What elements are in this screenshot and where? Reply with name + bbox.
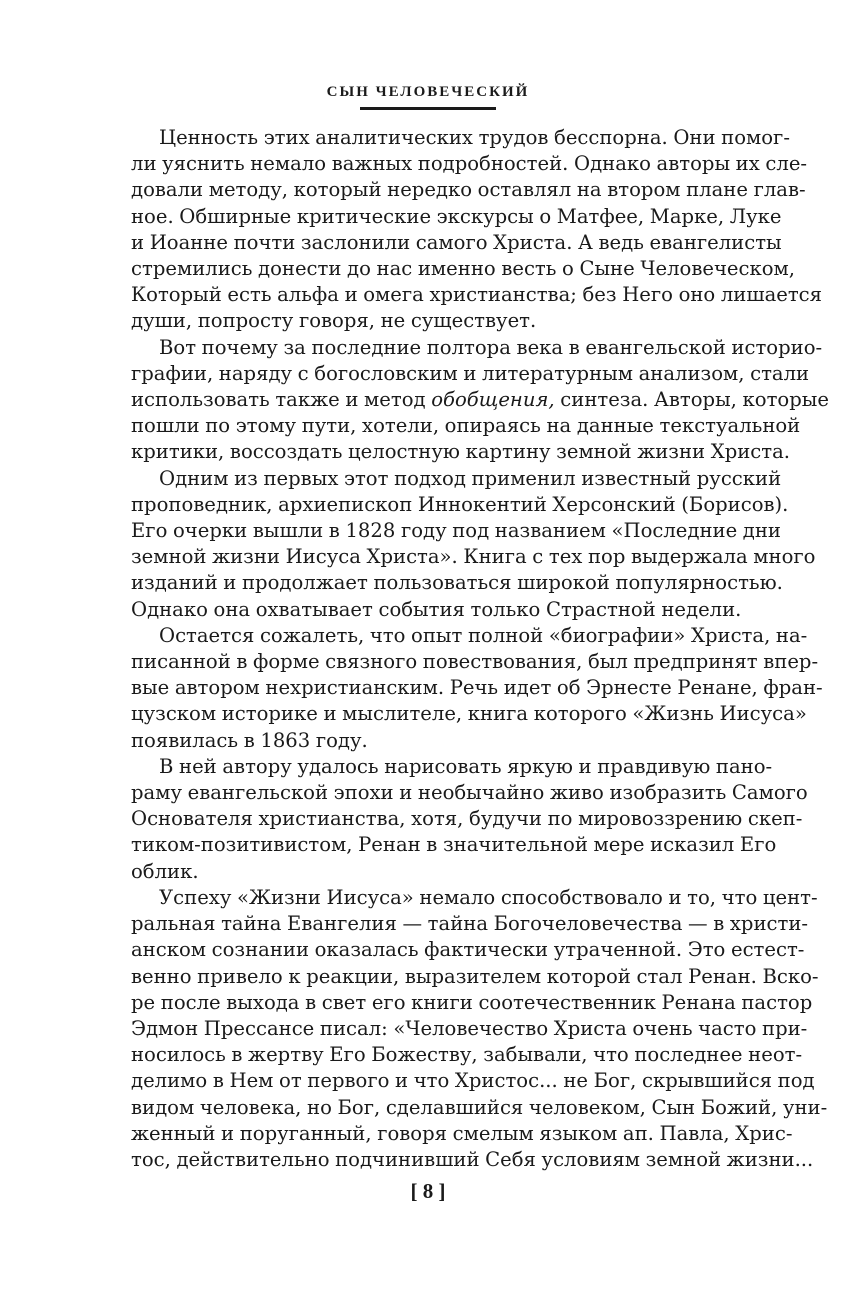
text-line: Вот почему за последние полтора века в евангельской историо- [159,335,823,359]
paragraph-4 [131,623,823,754]
text-segment: использовать также и метод [131,388,432,412]
text-line: земной жизни Иисуса Христа». Книга с тех пор выдержала много [131,545,816,569]
text-segment: синтеза. Авторы, которые [554,388,829,412]
running-header [0,84,856,110]
paragraph-1 [131,125,823,335]
book-title: СЫН ЧЕЛОВЕЧЕСКИЙ [326,84,530,100]
text-line: и Иоанне почти заслонили самого Христа. А ведь евангелисты [131,230,782,254]
text-line: ральная тайна Евангелия — тайна Богочеловечества — в христи- [131,912,809,936]
text-line: венно привело к реакции, выразителем которой стал Ренан. Вско- [131,964,819,988]
text-line: критики, воссоздать целостную картину земной жизни Христа. [131,440,791,464]
text-line: души, попросту говоря, не существует. [131,309,537,333]
text-line: женный и поруганный, говоря смелым языком ап. Павла, Хрис- [131,1121,793,1145]
text-line: В ней автору удалось нарисовать яркую и правдивую пано- [159,754,773,778]
text-line: тос, действительно подчинивший Себя условиям земной жизни... [131,1147,814,1171]
text-line: носилось в жертву Его Божеству, забывали, что последнее неот- [131,1043,803,1067]
text-line: ре после выхода в свет его книги соотечественник Ренана пастор [131,990,813,1014]
text-line: писанной в форме связного повествования, был предпринят впер- [131,650,819,674]
italic-term: обобщения, [431,388,555,412]
body-text [131,125,829,1173]
text-line: анском сознании оказалась фактически утраченной. Это естест- [131,938,805,962]
text-line: изданий и продолжает пользоваться широкой популярностью. [131,571,783,595]
text-line-mixed [131,387,829,413]
paragraph-2 [131,335,829,466]
text-line: ли уяснить немало важных подробностей. Однако авторы их сле- [131,152,808,176]
text-line: раму евангельской эпохи и необычайно живо изобразить Самого [131,781,808,805]
text-line: видом человека, но Бог, сделавшийся человеком, Сын Божий, уни- [131,1095,828,1119]
text-line: графии, наряду с богословским и литературным анализом, стали [131,361,810,385]
text-line: тиком-позитивистом, Ренан в значительной мере исказил Его [131,833,777,857]
text-line: Эдмон Прессансе писал: «Человечество Христа очень часто при- [131,1016,808,1040]
text-line: Остается сожалеть, что опыт полной «биографии» Христа, на- [159,623,808,647]
text-line: пошли по этому пути, хотели, опираясь на данные текстуальной [131,414,801,438]
text-line: Однако она охватывает события только Страстной недели. [131,597,742,621]
text-line: ное. Обширные критические экскурсы о Матфее, Марке, Луке [131,204,782,228]
text-line: цузском историке и мыслителе, книга которого «Жизнь Иисуса» [131,702,807,726]
text-line: Основателя христианства, хотя, будучи по мировоззрению скеп- [131,807,803,831]
text-line: делимо в Нем от первого и что Христос... не Бог, скрывшийся под [131,1069,815,1093]
header-rule [360,107,496,110]
text-line: Его очерки вышли в 1828 году под названием «Последние дни [131,519,781,543]
paragraph-5 [131,754,808,885]
text-line: облик. [131,859,199,883]
text-line: довали методу, который нередко оставлял на втором плане глав- [131,178,806,202]
text-line: появилась в 1863 году. [131,728,368,752]
text-line: Успеху «Жизни Иисуса» немало способствовало и то, что цент- [159,885,818,909]
page-number: [ 8 ] [410,1179,446,1203]
text-line: стремились донести до нас именно весть о Сыне Человеческом, [131,257,795,281]
paragraph-3 [131,466,816,623]
text-line: Который есть альфа и омега христианства; без Него оно лишается [131,283,823,307]
paragraph-6 [131,885,828,1173]
text-line: Одним из первых этот подход применил известный русский [159,466,782,490]
text-line: Ценность этих аналитических трудов бесспорна. Они помог- [159,126,790,149]
text-line: проповедник, архиепископ Иннокентий Херсонский (Борисов). [131,492,789,516]
text-line: вые автором нехристианским. Речь идет об Эрнесте Ренане, фран- [131,676,823,700]
